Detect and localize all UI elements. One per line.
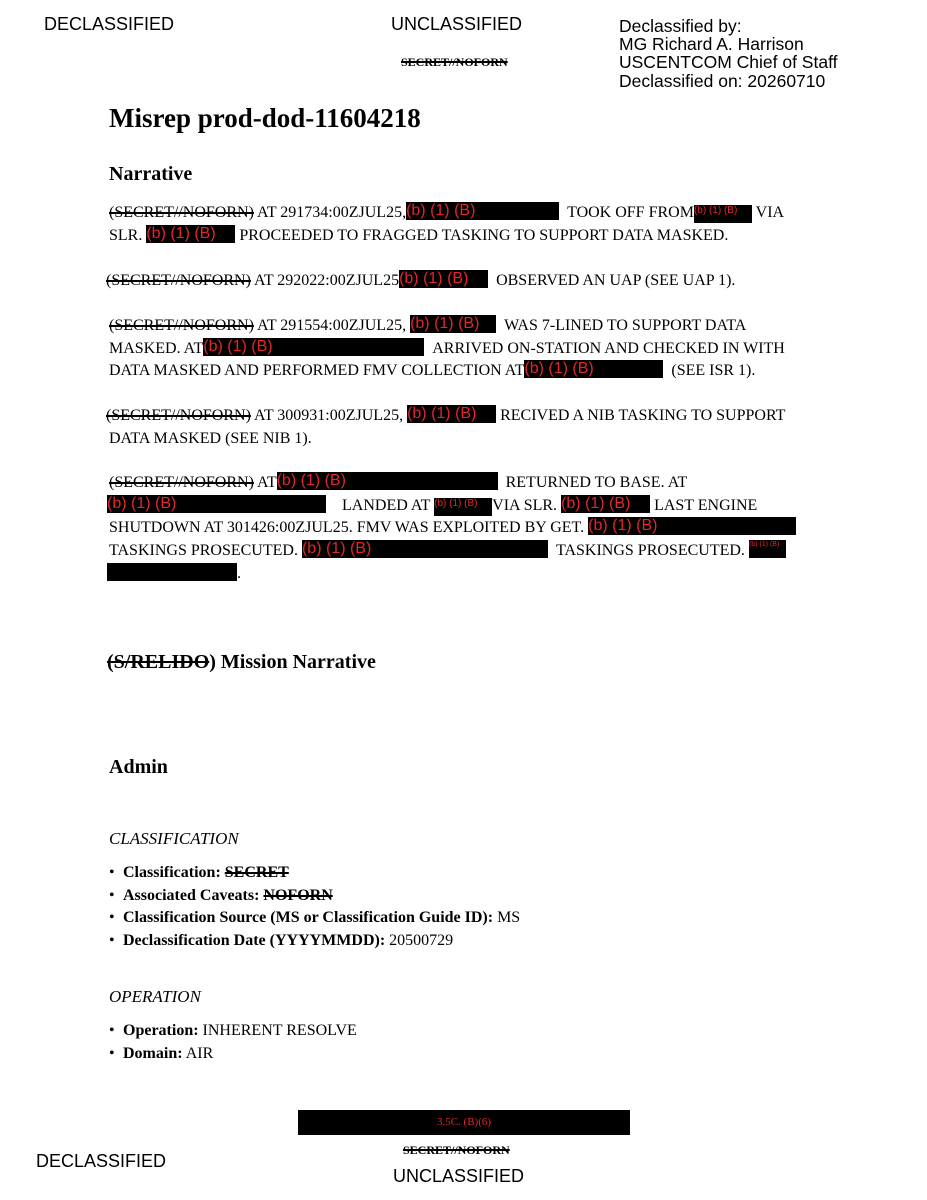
redaction-box: (b) (1) (B) — [146, 225, 235, 243]
operation-subheading: OPERATION — [109, 987, 201, 1006]
mission-narrative-title: Mission Narrative — [220, 651, 376, 673]
field-label: Declassification Date (YYYYMMDD): — [123, 932, 386, 950]
narrative-text: AT 300931:00ZJUL25, — [254, 407, 404, 424]
narrative-text: AT — [257, 474, 277, 491]
narrative-paragraph-4 — [106, 405, 826, 450]
field-label: Operation: — [123, 1022, 199, 1039]
narrative-text: ARRIVED ON-STATION AND CHECKED IN WITH — [432, 339, 785, 357]
redaction-box: (b) (1) (B) — [561, 495, 650, 513]
narrative-paragraph-5 — [109, 472, 839, 586]
narrative-text: TOOK OFF FROM — [567, 204, 694, 221]
field-value: AIR — [185, 1044, 214, 1062]
declassified-by-title: USCENTCOM Chief of Staff — [619, 52, 838, 73]
declassified-by-label: Declassified by: — [619, 16, 742, 36]
declassified-by-name: MG Richard A. Harrison — [619, 34, 804, 55]
classification-subheading: CLASSIFICATION — [109, 829, 239, 848]
redaction-box: (b) (1) (B) — [434, 498, 492, 516]
classification-list — [109, 862, 520, 953]
narrative-text: TASKINGS PROSECUTED. — [109, 542, 298, 560]
admin-heading: Admin — [109, 756, 168, 778]
declassified-on-date: Declassified on: 20260710 — [619, 70, 826, 91]
narrative-text: AT 291554:00ZJUL25, — [257, 317, 407, 334]
redaction-box: (b) (1) (B) — [406, 202, 559, 220]
list-item — [109, 930, 520, 953]
narrative-text: SHUTDOWN AT 301426:00ZJUL25. FMV WAS EXPLOITED BY GET. — [109, 519, 585, 537]
narrative-heading: Narrative — [109, 163, 193, 185]
field-value: NOFORN — [263, 886, 333, 904]
footer-declassified-stamp: DECLASSIFIED — [36, 1151, 167, 1171]
paragraph-marking: (SECRET//NOFORN) — [109, 317, 254, 334]
narrative-text: PROCEEDED TO FRAGGED TASKING TO SUPPORT DATA MASKED. — [239, 226, 729, 244]
declassification-block — [619, 17, 838, 90]
narrative-text: WAS 7-LINED TO SUPPORT DATA — [504, 317, 747, 334]
field-value: INHERENT RESOLVE — [202, 1022, 357, 1039]
narrative-text: LAST ENGINE — [654, 496, 758, 514]
mission-narrative-marking: (S/RELIDO — [107, 651, 210, 673]
footer-redaction-box: 3.5C. (B)(6) — [298, 1110, 630, 1135]
narrative-text: AT 291734:00ZJUL25, — [257, 204, 407, 221]
narrative-text: SLR. — [109, 226, 143, 244]
narrative-text: (SEE ISR 1). — [671, 362, 756, 380]
field-value: 20500729 — [389, 932, 454, 950]
redaction-box: (b) (1) (B) — [203, 338, 424, 356]
redaction-box: (b) (1) (B) — [302, 540, 548, 558]
paragraph-marking: (SECRET//NOFORN) — [106, 407, 251, 424]
header-classification-banner: UNCLASSIFIED — [391, 14, 523, 34]
narrative-text: TASKINGS PROSECUTED. — [555, 542, 745, 560]
narrative-text: . — [237, 564, 241, 582]
narrative-text: MASKED. AT — [109, 339, 204, 357]
narrative-text: LANDED AT — [342, 496, 431, 514]
narrative-text: VIA — [755, 204, 785, 221]
narrative-paragraph-1 — [109, 202, 829, 247]
list-item — [109, 1020, 357, 1043]
field-label: Domain: — [123, 1044, 183, 1062]
narrative-text: RETURNED TO BASE. AT — [505, 474, 688, 491]
redaction-box: (b) (1) (B) — [749, 540, 786, 558]
narrative-paragraph-2 — [106, 270, 826, 293]
redaction-box: (b) (1) (B) — [107, 495, 326, 513]
narrative-text: DATA MASKED (SEE NIB 1). — [109, 429, 312, 447]
footer-classification-banner: UNCLASSIFIED — [393, 1166, 525, 1186]
narrative-paragraph-3 — [109, 315, 829, 383]
field-label: Classification Source (MS or Classification Guide ID): — [123, 909, 494, 927]
redaction-box: (b) (1) (B) — [588, 517, 796, 535]
redaction-box: (b) (1) (B) — [407, 405, 496, 423]
narrative-text: RECIVED A NIB TASKING TO SUPPORT — [500, 407, 786, 424]
redaction-box: (b) (1) (B) — [694, 205, 752, 223]
paragraph-marking: (SECRET//NOFORN) — [109, 474, 254, 491]
list-item — [109, 907, 520, 930]
redaction-box — [107, 563, 237, 581]
operation-list — [109, 1020, 357, 1065]
field-label: Classification: — [123, 864, 221, 881]
list-item — [109, 1043, 357, 1066]
field-value: SECRET — [224, 864, 289, 881]
redaction-box: (b) (1) (B) — [277, 472, 498, 490]
list-item — [109, 885, 520, 908]
narrative-text: AT 292022:00ZJUL25 — [254, 272, 400, 289]
narrative-text: OBSERVED AN UAP (SEE UAP 1). — [496, 272, 736, 289]
mission-narrative-heading — [107, 651, 376, 674]
page-title: Misrep prod-dod-11604218 — [109, 103, 421, 133]
field-value: MS — [497, 909, 521, 927]
mission-narrative-marking-close: ) — [209, 651, 216, 673]
paragraph-marking: (SECRET//NOFORN) — [109, 204, 254, 221]
paragraph-marking: (SECRET//NOFORN) — [106, 272, 251, 289]
header-original-marking: SECRET//NOFORN — [401, 55, 508, 69]
narrative-text: VIA SLR. — [492, 496, 558, 514]
redaction-box: (b) (1) (B) — [410, 315, 496, 333]
redaction-box: (b) (1) (B) — [399, 270, 488, 288]
redaction-box: (b) (1) (B) — [524, 360, 663, 378]
footer-original-marking: SECRET//NOFORN — [403, 1143, 510, 1157]
header-declassified-stamp: DECLASSIFIED — [44, 14, 175, 34]
list-item — [109, 862, 520, 885]
field-label: Associated Caveats: — [123, 886, 260, 904]
narrative-text: DATA MASKED AND PERFORMED FMV COLLECTION AT — [109, 362, 525, 380]
